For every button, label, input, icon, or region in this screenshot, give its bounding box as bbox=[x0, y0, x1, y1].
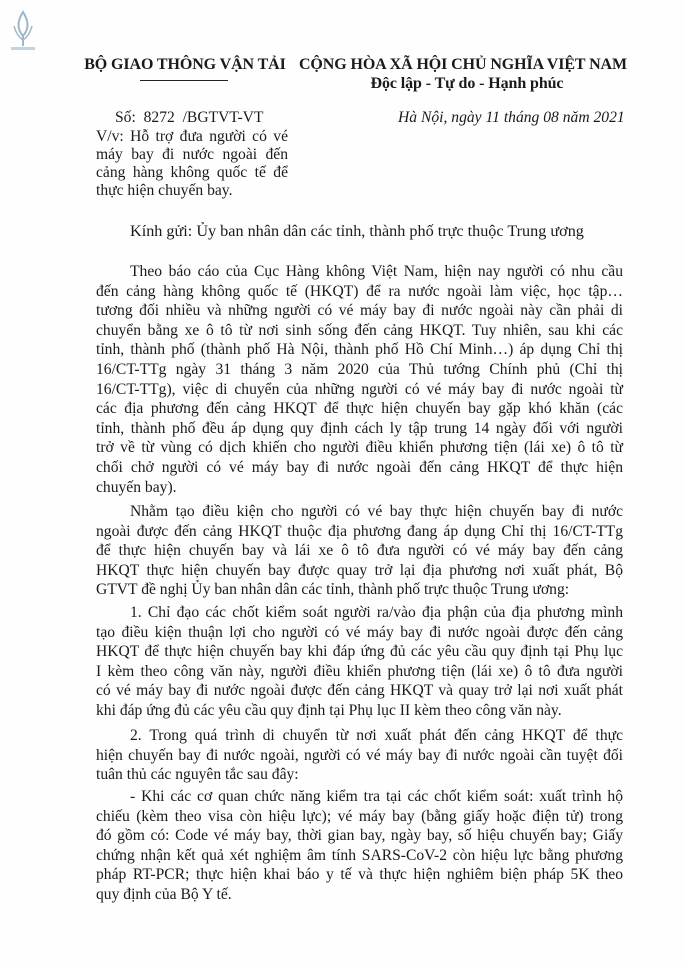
p4-line: 2. Trong quá trình di chuyển từ nơi xuất phát đến cảng HKQT để thực bbox=[130, 727, 623, 744]
p2-line: HKQT thực hiện chuyến bay được quay trở lại địa phương nơi xuất phát, Bộ bbox=[96, 561, 623, 579]
recipient-line: Kính gửi: Ủy ban nhân dân các tỉnh, thành phố trực thuộc Trung ương bbox=[130, 222, 584, 240]
p4-line: tuân thủ các nguyên tắc sau đây: bbox=[96, 766, 299, 784]
p1-line: chối chở người có vé máy bay đi nước ngoài đến cảng HKQT để thực hiện bbox=[96, 458, 623, 476]
p1-line: tương đối nhiều và những người có vé máy bay đi nước ngoài này cần phải di bbox=[96, 302, 623, 320]
doc-number: 8272 bbox=[143, 109, 175, 126]
p1-line: đến cảng hàng không quốc tế (HKQT) để ra nước ngoài làm việc, học tập… bbox=[96, 282, 623, 300]
nation-motto: Độc lập - Tự do - Hạnh phúc bbox=[370, 75, 564, 92]
doc-number-label: Số: bbox=[115, 109, 136, 126]
p3-line: có vé máy bay đi nước ngoài được đến cảng HKQT và quay trở lại nơi xuất phát bbox=[96, 682, 623, 700]
p3-line: tạo điều kiện thuận lợi cho người có vé máy bay đi nước ngoài được đến cảng bbox=[96, 623, 623, 641]
p1-line: 16/CT-TTg), việc di chuyển của những người có vé máy bay đi nước ngoài từ bbox=[96, 380, 623, 398]
subject-line: máy bay đi nước ngoài đến bbox=[96, 146, 288, 163]
p5-line: đó gồm có: Code vé máy bay, thời gian bay, ngày bay, số hiệu chuyến bay; Giấy bbox=[96, 827, 623, 845]
paragraph-5 bbox=[96, 787, 623, 905]
doc-code: /BGTVT-VT bbox=[182, 109, 264, 126]
p1-line: tỉnh, thành phố đều áp dụng quy định cách ly tập trung 14 ngày đối với người bbox=[96, 419, 623, 437]
p3-line: I kèm theo công văn này, người điều khiển phương tiện (lái xe) ô tô đưa người bbox=[96, 662, 623, 680]
doc-date: Hà Nội, ngày 11 tháng 08 năm 2021 bbox=[398, 109, 625, 126]
p1-line: tỉnh, thành phố (thành phố Hà Nội, thành phố Hồ Chí Minh…) áp dụng Chỉ thị bbox=[96, 341, 623, 359]
paragraph-3 bbox=[96, 603, 623, 721]
p2-line: ngoài được đến cảng HKQT thuộc địa phương đang áp dụng Chỉ thị 16/CT-TTg bbox=[96, 522, 623, 540]
watermark-logo-icon bbox=[6, 8, 40, 52]
p5-line: - Khi các cơ quan chức năng kiểm tra tại các chốt kiểm soát: xuất trình hộ bbox=[130, 788, 623, 805]
ministry-name: BỘ GIAO THÔNG VẬN TẢI bbox=[84, 56, 286, 73]
p1-line: Theo báo cáo của Cục Hàng không Việt Nam, hiện nay người có nhu cầu bbox=[130, 263, 623, 280]
p5-line: chiếu (kèm theo visa còn hiệu lực); vé máy bay (bằng giấy hoặc điện tử) trong bbox=[96, 807, 623, 825]
p2-line: để thực hiện chuyến bay và lái xe ô tô đưa người có vé máy bay đến cảng bbox=[96, 542, 623, 560]
p3-line: HKQT để thực hiện chuyến bay khi đáp ứng đủ các yêu cầu quy định tại Phụ lục bbox=[96, 643, 623, 661]
doc-number-line bbox=[115, 108, 263, 128]
p3-line: khi đáp ứng đủ các yêu cầu quy định tại Phụ lục II kèm theo công văn này. bbox=[96, 701, 562, 719]
p5-line: chứng nhận kết quả xét nghiệm âm tính SARS-CoV-2 còn hiệu lực bằng phương bbox=[96, 846, 623, 864]
p5-line: pháp RT-PCR; thực hiện khai báo y tế và thực hiện nghiêm biện pháp 5K theo bbox=[96, 866, 623, 884]
p1-line: các địa phương đến cảng HKQT để thực hiện chuyến bay gặp khó khăn (các bbox=[96, 400, 623, 418]
paragraph-4 bbox=[96, 726, 623, 785]
p4-line: hiện chuyến bay đi nước ngoài, người có vé máy bay đi nước ngoài cần tuyệt đối bbox=[96, 746, 623, 764]
paragraph-1 bbox=[96, 262, 623, 497]
subject-line: thực hiện chuyến bay. bbox=[96, 182, 233, 199]
subject-line: cảng hàng không quốc tế để bbox=[96, 164, 288, 181]
nation-title: CỘNG HÒA XÃ HỘI CHỦ NGHĨA VIỆT NAM bbox=[298, 56, 628, 73]
p2-line: Nhằm tạo điều kiện cho người có vé bay thực hiện chuyến bay đi nước bbox=[130, 503, 623, 520]
ministry-underline bbox=[140, 80, 228, 81]
p2-line: GTVT đề nghị Ủy ban nhân dân các tỉnh, thành phố trực thuộc Trung ương: bbox=[96, 581, 570, 599]
subject-line: V/v: Hỗ trợ đưa người có vé bbox=[96, 128, 288, 145]
p1-line: trở về từ vùng có dịch khiến cho người điều khiển phương tiện (lái xe) ô tô từ bbox=[96, 439, 623, 457]
p1-line: chuyến bay). bbox=[96, 478, 177, 496]
p3-line: 1. Chỉ đạo các chốt kiểm soát người ra/vào địa phận của địa phương mình bbox=[130, 604, 623, 621]
p1-line: chuyển bằng xe ô tô từ nơi sinh sống đến cảng HKQT. Tuy nhiên, sau khi các bbox=[96, 321, 623, 339]
p5-line: quy định của Bộ Y tế. bbox=[96, 885, 232, 903]
doc-subject bbox=[96, 128, 288, 200]
p1-line: 16/CT-TTg ngày 31 tháng 3 năm 2020 của Thủ tướng Chính phủ (Chỉ thị bbox=[96, 360, 623, 378]
paragraph-2 bbox=[96, 502, 623, 600]
